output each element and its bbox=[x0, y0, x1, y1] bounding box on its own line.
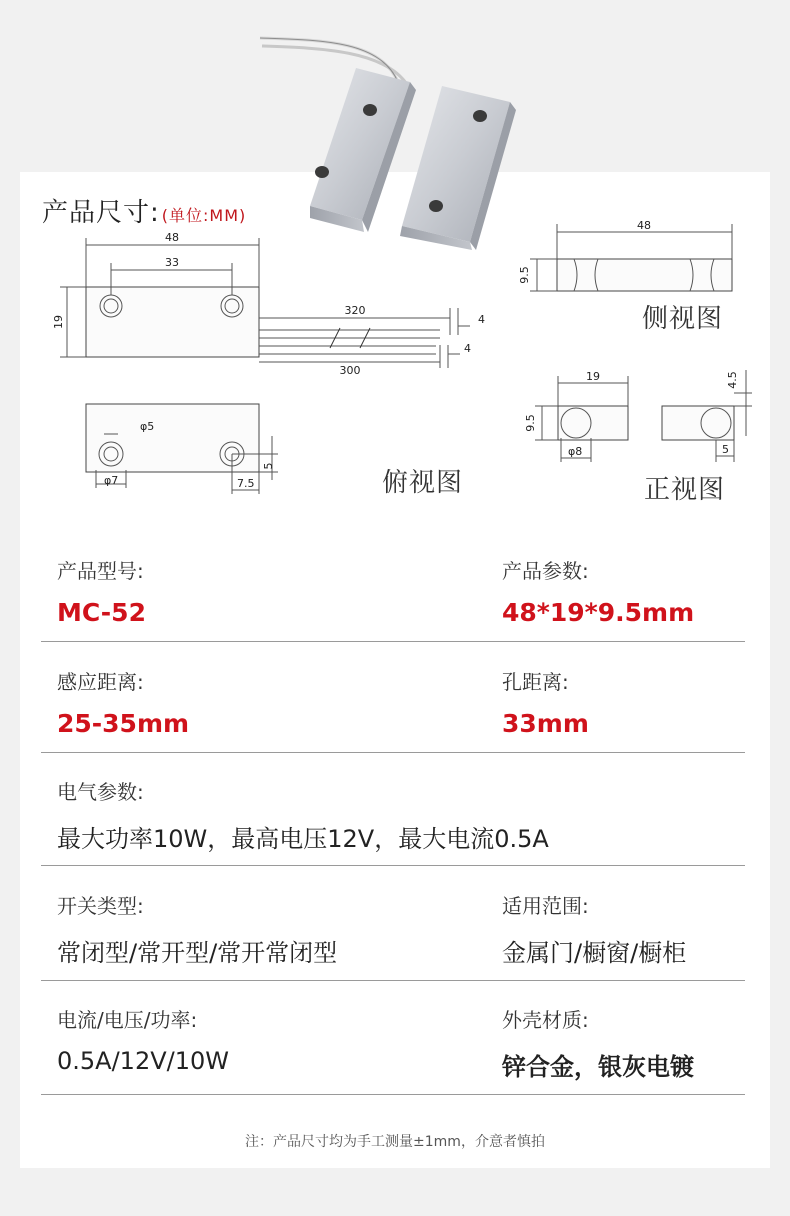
dim-320: 320 bbox=[344, 304, 366, 317]
spec-sense-label: 感应距离: bbox=[57, 670, 144, 694]
spec-model-label: 产品型号: bbox=[57, 559, 144, 583]
dim-4-b: 4 bbox=[464, 342, 471, 355]
spec-shell-label: 外壳材质: bbox=[502, 1008, 589, 1032]
spec-shell-value: 锌合金，银灰电镀 bbox=[502, 1053, 694, 1081]
spec-params bbox=[502, 555, 694, 627]
dim-9-5-front: 9.5 bbox=[524, 414, 537, 432]
dim-phi5: φ5 bbox=[140, 420, 155, 433]
spec-usage-label: 适用范围: bbox=[502, 894, 589, 918]
spec-usage-value: 金属门/橱窗/橱柜 bbox=[502, 939, 687, 967]
label-top-view: 俯视图 bbox=[382, 468, 464, 498]
spec-sense-value: 25-35mm bbox=[57, 709, 190, 738]
dimension-unit: (单位:MM) bbox=[161, 206, 247, 225]
spec-hole bbox=[502, 666, 589, 738]
divider bbox=[41, 865, 745, 866]
spec-cvp-label: 电流/电压/功率: bbox=[57, 1008, 198, 1032]
dim-7-5: 7.5 bbox=[237, 477, 255, 490]
spec-electric-value: 最大功率10W，最高电压12V，最大电流0.5A bbox=[57, 825, 549, 853]
spec-params-label: 产品参数: bbox=[502, 559, 589, 583]
spec-params-value: 48*19*9.5mm bbox=[502, 598, 695, 627]
spec-cvp bbox=[57, 1004, 229, 1075]
dim-48-top: 48 bbox=[165, 231, 179, 244]
spec-hole-label: 孔距离: bbox=[502, 670, 569, 694]
spec-switch-value: 常闭型/常开型/常开常闭型 bbox=[57, 939, 338, 967]
spec-sense bbox=[57, 666, 189, 738]
spec-electric-label: 电气参数: bbox=[57, 780, 144, 804]
dim-19-front: 19 bbox=[586, 370, 600, 383]
spec-electric bbox=[57, 776, 549, 854]
divider bbox=[41, 1094, 745, 1095]
dimension-title-text: 产品尺寸: bbox=[42, 198, 160, 228]
divider bbox=[41, 980, 745, 981]
dim-phi7: φ7 bbox=[104, 474, 119, 487]
spec-shell bbox=[502, 1004, 694, 1082]
spec-cvp-value: 0.5A/12V/10W bbox=[57, 1047, 229, 1075]
spec-model-value: MC-52 bbox=[57, 598, 146, 627]
dim-9-5-side: 9.5 bbox=[518, 266, 531, 284]
divider bbox=[41, 641, 745, 642]
dim-5-detail: 5 bbox=[262, 462, 275, 470]
dim-300: 300 bbox=[339, 364, 361, 377]
dim-19: 19 bbox=[52, 315, 65, 329]
spec-hole-value: 33mm bbox=[502, 709, 589, 738]
label-side-view: 侧视图 bbox=[642, 304, 724, 334]
dim-4-5: 4.5 bbox=[726, 371, 739, 389]
divider bbox=[41, 752, 745, 753]
label-front-view: 正视图 bbox=[644, 475, 726, 505]
spec-switch-label: 开关类型: bbox=[57, 894, 144, 918]
dim-48-side: 48 bbox=[637, 219, 651, 232]
spec-model bbox=[57, 555, 146, 627]
dim-33: 33 bbox=[165, 256, 179, 269]
dim-phi8: φ8 bbox=[568, 445, 583, 458]
spec-usage bbox=[502, 890, 686, 968]
dim-5-front: 5 bbox=[722, 443, 729, 456]
measurement-note: 注：产品尺寸均为手工测量±1mm，介意者慎拍 bbox=[245, 1134, 545, 1150]
dim-4-a: 4 bbox=[478, 313, 485, 326]
spec-switch bbox=[57, 890, 337, 968]
